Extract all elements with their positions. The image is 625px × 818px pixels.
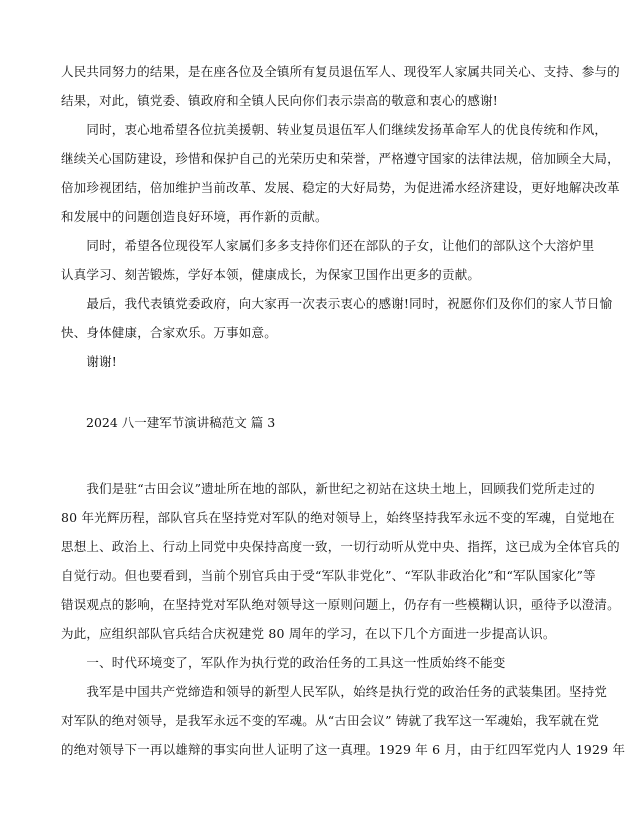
text-line: 和发展中的问题创造良好环境，再作新的贡献。 <box>61 209 328 224</box>
paragraph-1 <box>61 57 620 115</box>
text-line: 我军是中国共产党缔造和领导的新型人民军队，始终是执行党的政治任务的武装集团。坚持党 <box>61 684 608 699</box>
text-line: 继续关心国防建设，珍惜和保护自己的光荣历史和荣誉，严格遵守国家的法律法规，倍加顾全大局， <box>61 151 620 166</box>
paragraph-8 <box>61 677 625 764</box>
text-line: 错误观点的影响，在坚持党对军队绝对领导这一原则问题上，仍存有一些模糊认识，亟待予以澄清。 <box>61 597 620 612</box>
paragraph-5 <box>61 347 549 376</box>
text-line: 最后，我代表镇党委政府，向大家再一次表示衷心的感谢!同时，祝愿你们及你们的家人节日愉 <box>61 296 613 311</box>
text-line: 我们是驻“古田会议”遗址所在地的部队，新世纪之初站在这块土地上，回顾我们党所走过的 <box>61 481 595 496</box>
text-line: 思想上、政治上、行动上同党中央保持高度一致，一切行动听从党中央、指挥，这已成为全体官兵的 <box>61 539 620 554</box>
text-line: 人民共同努力的结果，是在座各位及全镇所有复员退伍军人、现役军人家属共同关心、支持、参与的 <box>61 64 620 79</box>
text-line: 倍加珍视团结，倍加维护当前改革、发展、稳定的大好局势，为促进浠水经济建设，更好地解决改革 <box>61 180 620 195</box>
paragraph-4 <box>61 289 613 347</box>
section-title: 2024 八一建军节演讲稿范文 篇 3 <box>61 415 276 430</box>
paragraph-6 <box>61 474 620 648</box>
text-line: 一、时代环境变了，军队作为执行党的政治任务的工具这一性质始终不能变 <box>61 655 506 670</box>
text-line: 结果，对此，镇党委、镇政府和全镇人民向你们表示崇高的敬意和衷心的感谢! <box>61 93 499 108</box>
paragraph-2 <box>61 115 620 231</box>
text-line: 同时，衷心地希望各位抗美援朝、转业复员退伍军人们继续发扬革命军人的优良传统和作风， <box>61 122 608 137</box>
text-line: 对军队的绝对领导，是我军永远不变的军魂。从“古田会议” 铸就了我军这一军魂始，我军就在党 <box>61 713 600 728</box>
text-line: 自觉行动。但也要看到，当前个别官兵由于受“军队非党化”、“军队非政治化”和“军队国家化”等 <box>61 568 596 583</box>
text-line: 快、身体健康，合家欢乐。万事如意。 <box>61 325 277 340</box>
paragraph-7 <box>61 648 549 677</box>
text-line: 认真学习、刻苦锻炼，学好本领，健康成长，为保家卫国作出更多的贡献。 <box>61 267 481 282</box>
text-line: 的绝对领导下一再以雄辩的事实向世人证明了这一真理。1929 年 6 月，由于红四军党内人 1929 年 <box>61 742 625 757</box>
text-line: 谢谢! <box>61 354 118 369</box>
text-line: 同时，希望各位现役军人家属们多多支持你们还在部队的子女，让他们的部队这个大溶炉里 <box>61 238 595 253</box>
text-line: 80 年光辉历程，部队官兵在坚持党对军队的绝对领导上，始终坚持我军永远不变的军魂，自觉地在 <box>61 510 615 525</box>
text-line: 为此，应组织部队官兵结合庆祝建党 80 周年的学习，在以下几个方面进一步提高认识。 <box>61 626 556 641</box>
paragraph-3 <box>61 231 595 289</box>
